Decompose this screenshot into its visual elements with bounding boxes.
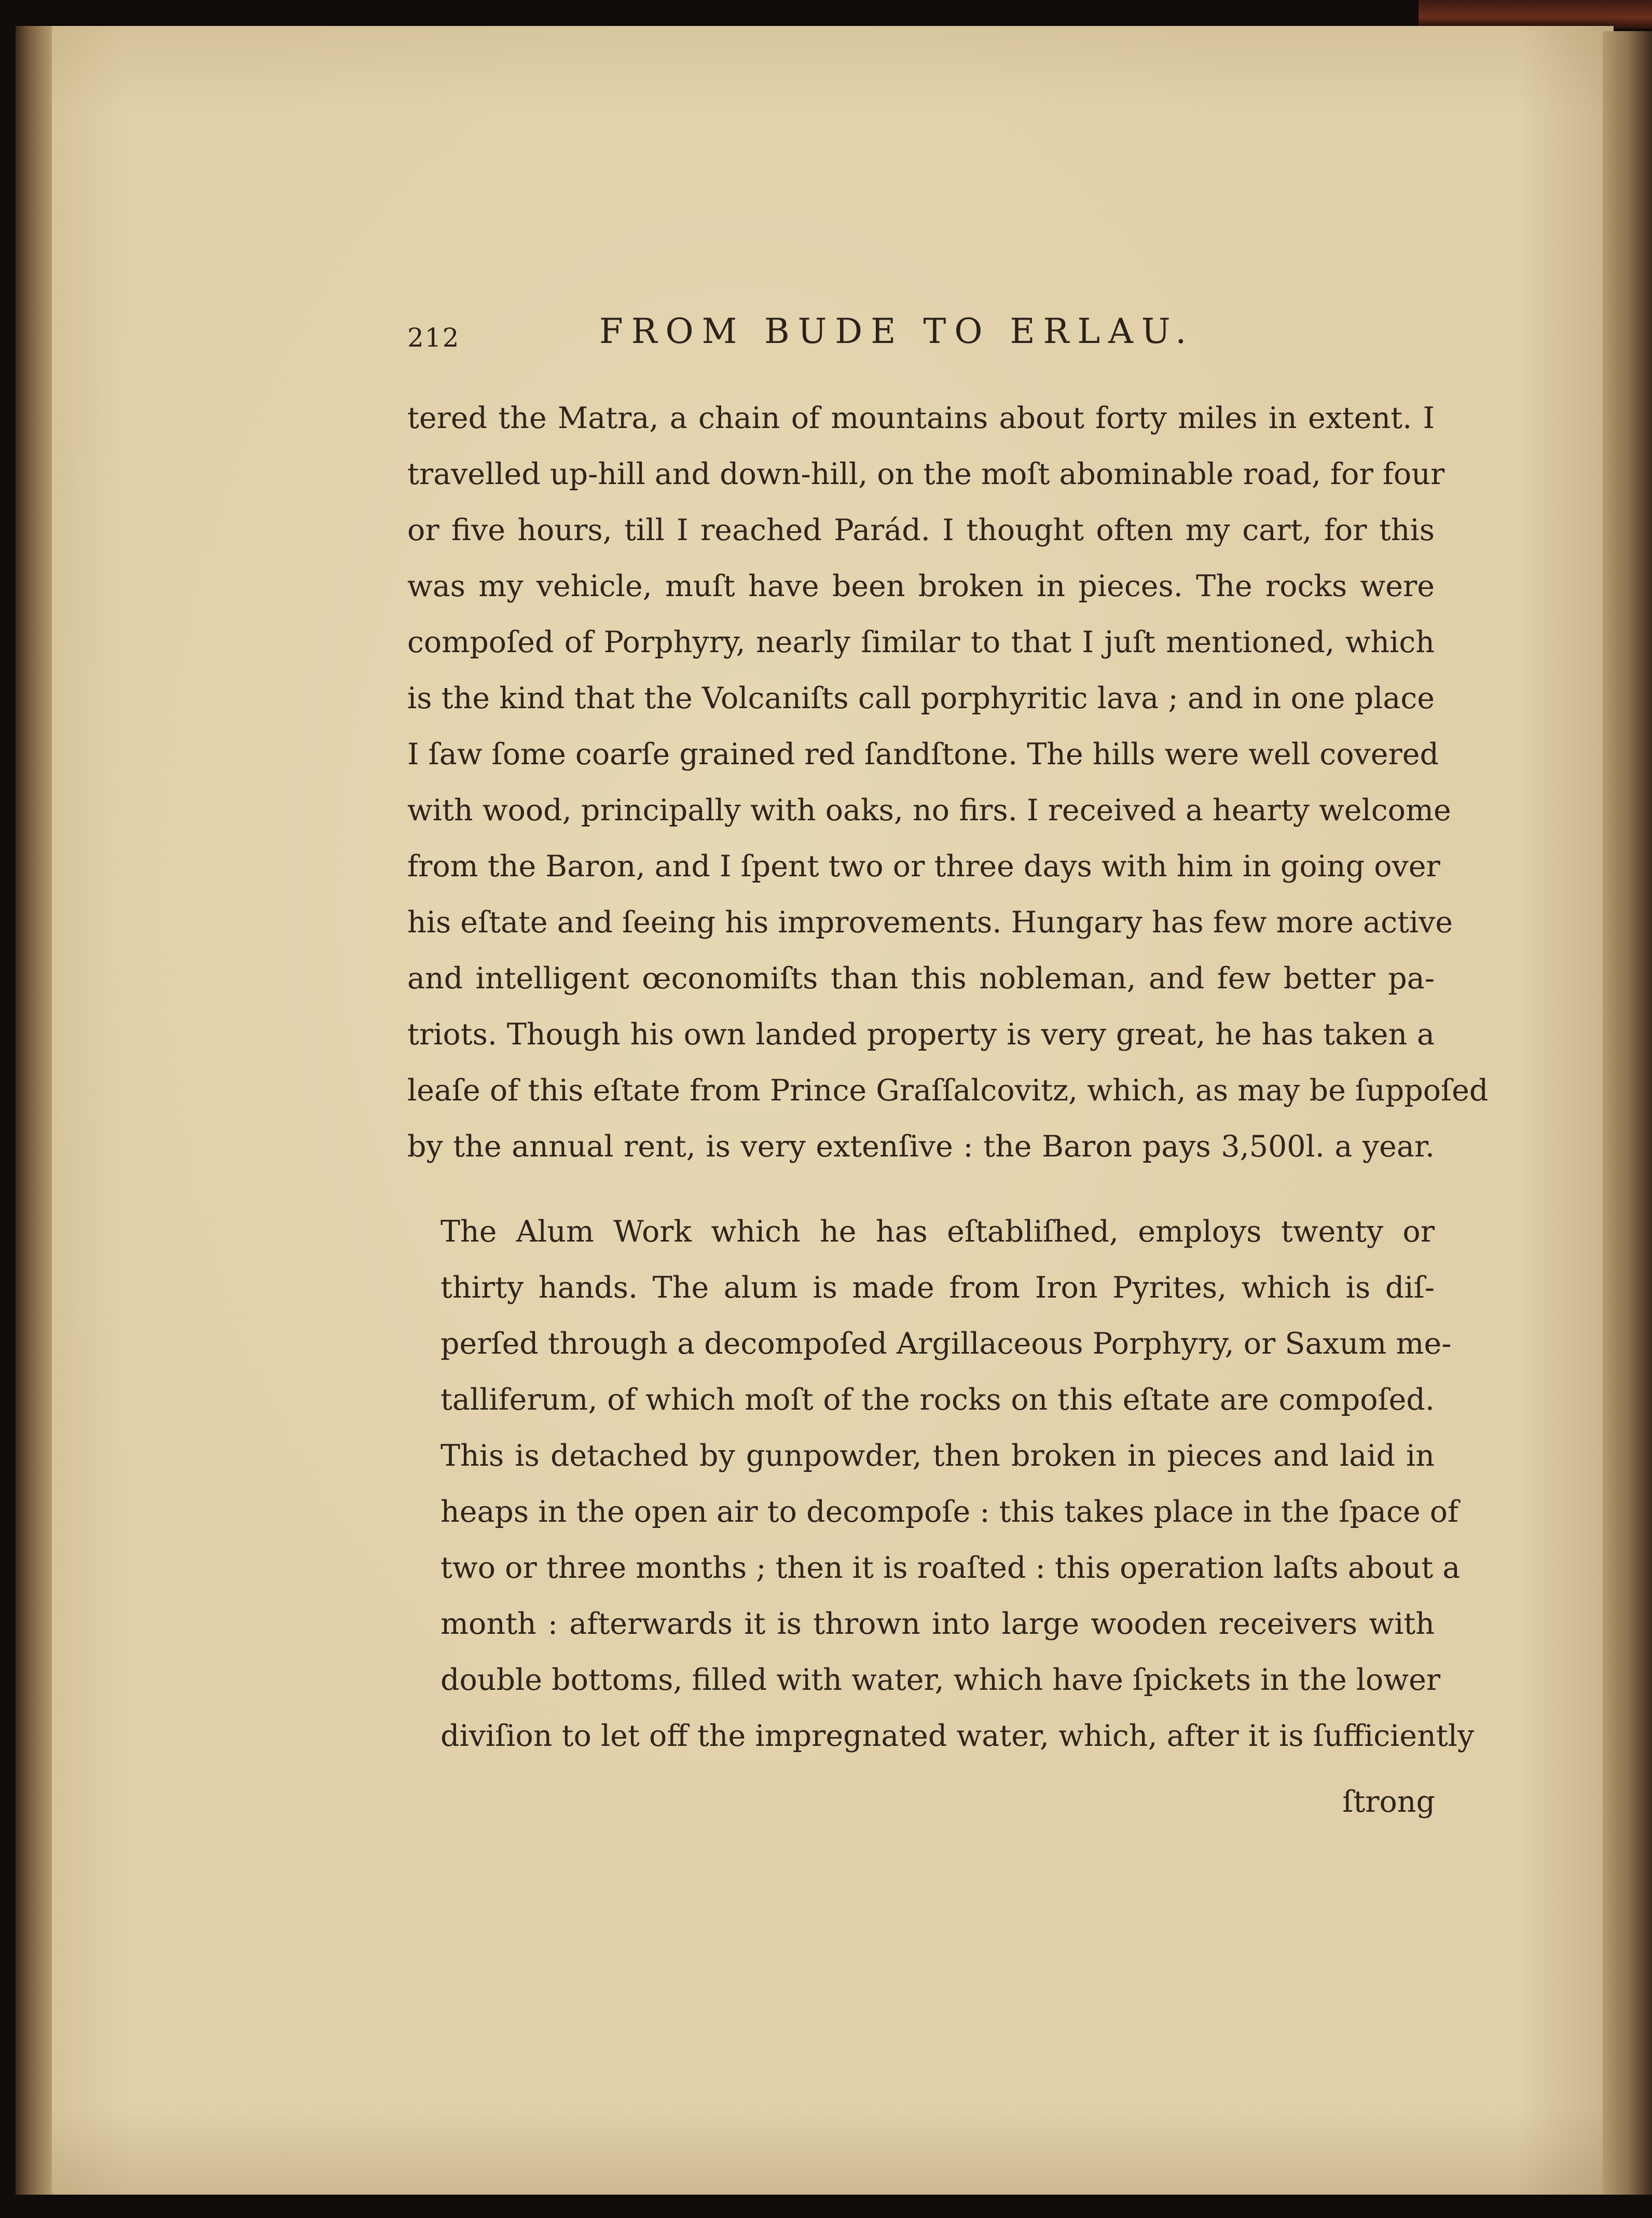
text-line: with wood, principally with oaks, no firs. I received a hearty welcome [407, 793, 1451, 828]
text-line: travelled up-hill and down-hill, on the moſt abominable road, for four [407, 457, 1445, 491]
text-line: was my vehicle, muſt have been broken in pieces. The rocks were [407, 569, 1435, 603]
page-gutter [16, 26, 52, 2195]
page-header [407, 311, 1435, 358]
catchword: ſtrong [1342, 1785, 1435, 1819]
text-line: diviſion to let off the impregnated water, which, after it is ſufficiently [440, 1719, 1475, 1753]
text-line: The Alum Work which he has eſtabliſhed, employs twenty or [440, 1215, 1435, 1249]
running-head: FROM BUDE TO ERLAU. [599, 311, 1195, 351]
text-line: month : afterwards it is thrown into large wooden receivers with [440, 1607, 1435, 1641]
paragraph-2 [407, 1204, 1475, 1764]
text-line: and intelligent œconomiſts than this nobleman, and few better pa- [407, 961, 1435, 996]
text-line: heaps in the open air to decompoſe : this takes place in the ſpace of [440, 1495, 1459, 1529]
text-line: This is detached by gunpowder, then broken in pieces and laid in [440, 1439, 1435, 1473]
text-line: or five hours, till I reached Parád. I thought often my cart, for this [407, 513, 1435, 547]
text-line: is the kind that the Volcaniſts call porphyritic lava ; and in one place [407, 681, 1435, 715]
text-line: double bottoms, filled with water, which have ſpickets in the lower [440, 1663, 1441, 1697]
text-line: talliferum, of which moſt of the rocks on this eſtate are compoſed. [440, 1383, 1435, 1417]
binding-corner [1419, 0, 1652, 29]
text-line: compoſed of Porphyry, nearly ſimilar to that I juſt mentioned, which [407, 625, 1435, 659]
text-line: thirty hands. The alum is made from Iron Pyrites, which is diſ- [440, 1271, 1435, 1305]
page-number: 212 [407, 323, 460, 353]
text-line: I ſaw ſome coarſe grained red ſandſtone. The hills were well covered [407, 737, 1439, 772]
text-line: leaſe of this eſtate from Prince Graſſalcovitz, which, as may be ſuppoſed [407, 1073, 1489, 1108]
text-line: by the annual rent, is very extenſive : the Baron pays 3,500l. a year. [407, 1129, 1435, 1164]
text-line: triots. Though his own landed property is very great, he has taken a [407, 1017, 1435, 1052]
text-line: from the Baron, and I ſpent two or three days with him in going over [407, 849, 1440, 884]
text-line: perſed through a decompoſed Argillaceous Porphyry, or Saxum me- [440, 1327, 1452, 1361]
text-line: tered the Matra, a chain of mountains about forty miles in extent. I [407, 401, 1435, 435]
page-fore-edge [1603, 31, 1652, 2195]
text-line: his eſtate and ſeeing his improvements. Hungary has few more active [407, 905, 1453, 940]
body-text [407, 390, 1489, 1764]
paragraph-1 [407, 390, 1489, 1175]
text-line: two or three months ; then it is roaſted : this operation laſts about a [440, 1551, 1461, 1585]
